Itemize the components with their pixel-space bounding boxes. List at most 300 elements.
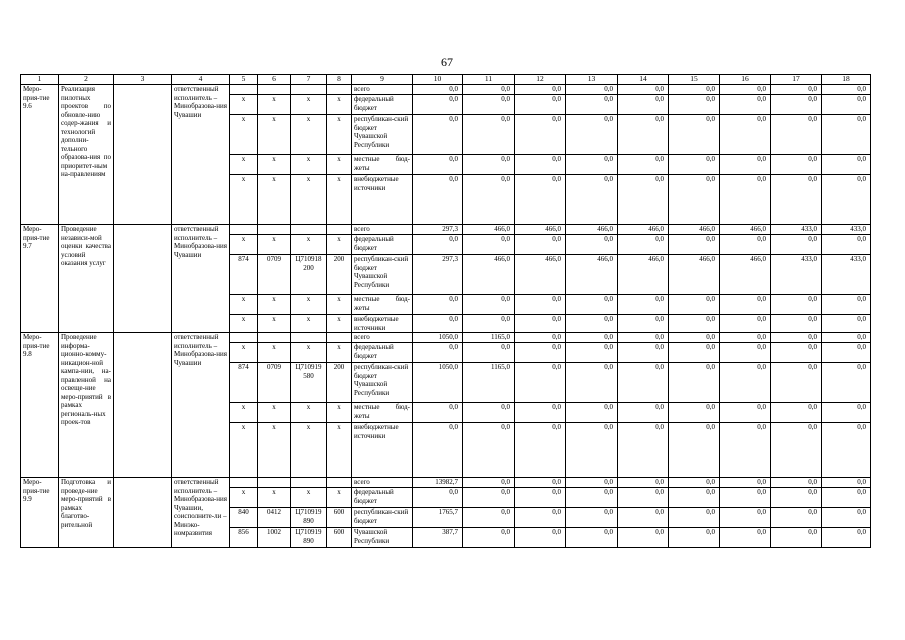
column-number-header: 5 [230,75,258,85]
table-row [21,225,871,235]
budget-code-cell [258,478,291,488]
budget-code-cell: 200 [327,255,352,295]
amount-cell: 0,0 [515,155,566,175]
amount-cell: 0,0 [566,478,618,488]
amount-cell: 0,0 [669,488,720,508]
amount-cell: 0,0 [566,363,618,403]
amount-cell: 0,0 [618,403,669,423]
executor-cell: ответственный исполнитель – Минобразова-ния Чувашии [172,85,230,225]
column-number-header: 6 [258,75,291,85]
amount-cell: 0,0 [566,175,618,225]
amount-cell: 0,0 [822,333,871,343]
amount-cell: 433,0 [822,255,871,295]
budget-code-cell: x [230,235,258,255]
amount-cell: 0,0 [566,295,618,315]
amount-cell: 0,0 [566,333,618,343]
funding-source-cell: республикан-ский бюджет Чувашской Республики [352,255,413,295]
amount-cell: 0,0 [463,343,515,363]
budget-code-cell: x [230,488,258,508]
amount-cell: 0,0 [566,528,618,548]
amount-cell: 0,0 [669,85,720,95]
amount-cell: 0,0 [822,508,871,528]
amount-cell: 0,0 [566,508,618,528]
budget-code-cell [258,333,291,343]
amount-cell: 0,0 [515,175,566,225]
budget-code-cell [258,225,291,235]
amount-cell: 0,0 [720,85,771,95]
measure-code-cell: Меро-прия-тие 9.8 [21,333,59,478]
amount-cell: 0,0 [618,95,669,115]
table-row [21,333,871,343]
amount-cell: 0,0 [771,508,822,528]
amount-cell: 0,0 [566,155,618,175]
amount-cell: 0,0 [822,528,871,548]
amount-cell: 466,0 [669,255,720,295]
budget-code-cell: x [230,403,258,423]
amount-cell: 0,0 [515,403,566,423]
budget-code-cell: 0412 [258,508,291,528]
amount-cell: 0,0 [618,528,669,548]
amount-cell: 466,0 [463,255,515,295]
amount-cell: 0,0 [720,333,771,343]
amount-cell: 0,0 [413,85,463,95]
amount-cell: 0,0 [822,155,871,175]
measure-name-cell: Проведение информа-ционно-комму-никацион-ной кампа-нии, на-правленной на освеще-ние меро-приятий в рамках региональ-ных проек-тов [59,333,114,478]
amount-cell: 0,0 [463,403,515,423]
budget-code-cell: x [327,403,352,423]
amount-cell: 0,0 [669,175,720,225]
amount-cell: 0,0 [720,363,771,403]
budget-code-cell: x [258,115,291,155]
column-number-header: 7 [291,75,327,85]
amount-cell: 0,0 [771,343,822,363]
budget-code-cell: 0709 [258,363,291,403]
amount-cell: 0,0 [566,343,618,363]
budget-code-cell: x [258,343,291,363]
budget-code-cell: x [291,315,327,333]
amount-cell: 0,0 [720,235,771,255]
amount-cell: 0,0 [566,315,618,333]
column-number-header: 10 [413,75,463,85]
budget-table [20,74,871,548]
amount-cell: 0,0 [413,488,463,508]
budget-code-cell: 200 [327,363,352,403]
funding-source-cell: федеральный бюджет [352,343,413,363]
column-number-header: 18 [822,75,871,85]
amount-cell: 0,0 [669,155,720,175]
empty-cell [114,85,172,225]
amount-cell: 0,0 [822,175,871,225]
amount-cell: 0,0 [618,85,669,95]
budget-code-cell: Ц710918 200 [291,255,327,295]
budget-code-cell: x [327,315,352,333]
budget-code-cell [327,478,352,488]
amount-cell: 0,0 [771,155,822,175]
budget-code-cell: x [327,115,352,155]
funding-source-cell: внебюджетные источники [352,175,413,225]
budget-code-cell: x [230,315,258,333]
amount-cell: 0,0 [566,85,618,95]
amount-cell: 0,0 [515,528,566,548]
amount-cell: 0,0 [515,295,566,315]
budget-code-cell: x [291,95,327,115]
amount-cell: 0,0 [771,115,822,155]
amount-cell: 0,0 [618,115,669,155]
amount-cell: 0,0 [771,95,822,115]
amount-cell: 0,0 [720,403,771,423]
amount-cell: 0,0 [822,403,871,423]
funding-source-cell: всего [352,333,413,343]
amount-cell: 1050,0 [413,333,463,343]
amount-cell: 466,0 [463,225,515,235]
amount-cell: 0,0 [771,478,822,488]
amount-cell: 0,0 [720,115,771,155]
budget-code-cell: x [258,155,291,175]
budget-code-cell [291,478,327,488]
budget-code-cell: x [291,175,327,225]
amount-cell: 0,0 [822,478,871,488]
measure-name-cell: Подготовка и проведе-ние меро-приятий в рамках благотво-рительной [59,478,114,548]
amount-cell: 0,0 [618,423,669,478]
table-row [21,85,871,95]
amount-cell: 466,0 [720,255,771,295]
budget-code-cell: 1002 [258,528,291,548]
amount-cell: 0,0 [669,315,720,333]
budget-code-cell: x [291,155,327,175]
amount-cell: 0,0 [566,95,618,115]
column-number-header: 17 [771,75,822,85]
budget-code-cell: 856 [230,528,258,548]
amount-cell: 0,0 [413,235,463,255]
amount-cell: 0,0 [720,528,771,548]
funding-source-cell: всего [352,225,413,235]
amount-cell: 0,0 [463,488,515,508]
amount-cell: 0,0 [720,488,771,508]
column-number-header: 8 [327,75,352,85]
budget-code-cell: x [291,295,327,315]
funding-source-cell: федеральный бюджет [352,235,413,255]
amount-cell: 0,0 [463,315,515,333]
budget-code-cell: 874 [230,363,258,403]
amount-cell: 0,0 [515,423,566,478]
amount-cell: 1765,7 [413,508,463,528]
amount-cell: 0,0 [618,315,669,333]
budget-code-cell: x [258,295,291,315]
amount-cell: 0,0 [515,343,566,363]
budget-code-cell [258,85,291,95]
amount-cell: 0,0 [515,333,566,343]
funding-source-cell: всего [352,85,413,95]
amount-cell: 0,0 [463,235,515,255]
funding-source-cell: Чувашской Республики [352,528,413,548]
budget-code-cell: x [291,423,327,478]
measure-code-cell: Меро-прия-тие 9.6 [21,85,59,225]
budget-code-cell: x [230,343,258,363]
budget-code-cell [327,225,352,235]
measure-name-cell: Реализация пилотных проектов по обновле-нию содер-жания и технологий дополни-тельного образова-ния по приоритет-ным на-правлениям [59,85,114,225]
amount-cell: 0,0 [669,423,720,478]
amount-cell: 0,0 [771,423,822,478]
amount-cell: 0,0 [822,95,871,115]
executor-cell: ответственный исполнитель – Минобразова-ния Чувашии [172,333,230,478]
executor-cell: ответственный исполнитель – Минобразова-ния Чувашии [172,225,230,333]
column-number-header: 13 [566,75,618,85]
budget-code-cell: x [258,488,291,508]
amount-cell: 0,0 [822,295,871,315]
funding-source-cell: федеральный бюджет [352,488,413,508]
amount-cell: 0,0 [618,235,669,255]
measure-code-cell: Меро-прия-тие 9.9 [21,478,59,548]
amount-cell: 0,0 [771,363,822,403]
budget-code-cell: x [327,235,352,255]
executor-cell: ответственный исполнитель – Минобразова-ния Чувашии, соисполните-ли – Минэко-номразвития [172,478,230,548]
budget-code-cell [327,333,352,343]
budget-code-cell: x [258,95,291,115]
budget-code-cell: x [230,423,258,478]
budget-code-cell [291,225,327,235]
budget-code-cell: x [327,95,352,115]
budget-code-cell: 600 [327,508,352,528]
amount-cell: 297,3 [413,255,463,295]
amount-cell: 0,0 [822,235,871,255]
funding-source-cell: республикан-ский бюджет [352,508,413,528]
amount-cell: 0,0 [463,528,515,548]
budget-code-cell [327,85,352,95]
funding-source-cell: местные бюд-жеты [352,295,413,315]
column-number-header: 2 [59,75,114,85]
amount-cell: 0,0 [822,115,871,155]
budget-code-cell: x [291,403,327,423]
amount-cell: 0,0 [463,295,515,315]
amount-cell: 0,0 [515,315,566,333]
amount-cell: 0,0 [822,488,871,508]
budget-code-cell: x [230,295,258,315]
amount-cell: 0,0 [771,175,822,225]
budget-code-cell: x [327,343,352,363]
budget-code-cell: x [258,423,291,478]
funding-source-cell: всего [352,478,413,488]
amount-cell: 0,0 [669,363,720,403]
amount-cell: 0,0 [413,115,463,155]
amount-cell: 0,0 [413,423,463,478]
column-number-header: 15 [669,75,720,85]
column-number-header: 14 [618,75,669,85]
amount-cell: 0,0 [720,295,771,315]
budget-code-cell: x [230,155,258,175]
page-number: 67 [441,55,453,69]
amount-cell: 0,0 [720,155,771,175]
amount-cell: 0,0 [771,403,822,423]
budget-code-cell: Ц710919 580 [291,363,327,403]
budget-code-cell: x [230,95,258,115]
amount-cell: 0,0 [463,85,515,95]
amount-cell: 466,0 [566,255,618,295]
budget-code-cell: x [327,423,352,478]
amount-cell: 0,0 [463,175,515,225]
measure-name-cell: Проведение независи-мой оценки качества условий оказания услуг [59,225,114,333]
amount-cell: 0,0 [669,508,720,528]
column-number-header: 3 [114,75,172,85]
budget-code-cell: x [327,175,352,225]
budget-code-cell: x [291,343,327,363]
empty-cell [114,478,172,548]
amount-cell: 0,0 [771,528,822,548]
amount-cell: 0,0 [566,488,618,508]
amount-cell: 0,0 [515,488,566,508]
budget-code-cell: Ц710919 890 [291,528,327,548]
amount-cell: 0,0 [771,235,822,255]
amount-cell: 0,0 [822,363,871,403]
budget-code-cell: x [327,155,352,175]
amount-cell: 1165,0 [463,363,515,403]
amount-cell: 433,0 [771,255,822,295]
amount-cell: 0,0 [771,333,822,343]
amount-cell: 0,0 [515,95,566,115]
column-number-header: 16 [720,75,771,85]
amount-cell: 0,0 [463,95,515,115]
amount-cell: 0,0 [771,85,822,95]
amount-cell: 0,0 [413,315,463,333]
amount-cell: 0,0 [413,155,463,175]
budget-code-cell: 600 [327,528,352,548]
amount-cell: 0,0 [463,155,515,175]
amount-cell: 0,0 [515,363,566,403]
budget-code-cell [230,333,258,343]
amount-cell: 0,0 [669,528,720,548]
amount-cell: 0,0 [413,403,463,423]
amount-cell: 0,0 [720,478,771,488]
budget-code-cell: x [230,175,258,225]
amount-cell: 0,0 [413,295,463,315]
amount-cell: 0,0 [515,478,566,488]
column-number-header: 1 [21,75,59,85]
budget-code-cell [291,333,327,343]
budget-code-cell [230,225,258,235]
amount-cell: 0,0 [720,508,771,528]
amount-cell: 0,0 [463,508,515,528]
amount-cell: 0,0 [463,423,515,478]
amount-cell: 0,0 [669,333,720,343]
amount-cell: 466,0 [669,225,720,235]
budget-code-cell: x [291,115,327,155]
amount-cell: 0,0 [720,175,771,225]
budget-code-cell: x [291,235,327,255]
budget-code-cell: 840 [230,508,258,528]
amount-cell: 466,0 [515,225,566,235]
measure-code-cell: Меро-прия-тие 9.7 [21,225,59,333]
funding-source-cell: внебюджетные источники [352,423,413,478]
amount-cell: 1050,0 [413,363,463,403]
amount-cell: 0,0 [720,315,771,333]
amount-cell: 0,0 [771,488,822,508]
budget-code-cell: Ц710919 890 [291,508,327,528]
amount-cell: 466,0 [566,225,618,235]
amount-cell: 0,0 [822,343,871,363]
funding-source-cell: республикан-ский бюджет Чувашской Республики [352,115,413,155]
amount-cell: 466,0 [618,255,669,295]
amount-cell: 466,0 [515,255,566,295]
amount-cell: 0,0 [618,333,669,343]
amount-cell: 0,0 [822,315,871,333]
amount-cell: 0,0 [618,175,669,225]
amount-cell: 0,0 [669,478,720,488]
amount-cell: 0,0 [463,115,515,155]
budget-code-cell: x [327,488,352,508]
amount-cell: 1165,0 [463,333,515,343]
amount-cell: 0,0 [515,85,566,95]
amount-cell: 466,0 [618,225,669,235]
amount-cell: 0,0 [566,403,618,423]
amount-cell: 0,0 [618,155,669,175]
amount-cell: 0,0 [413,175,463,225]
amount-cell: 0,0 [463,478,515,488]
budget-code-cell [291,85,327,95]
amount-cell: 466,0 [720,225,771,235]
amount-cell: 433,0 [822,225,871,235]
amount-cell: 0,0 [618,508,669,528]
amount-cell: 0,0 [618,295,669,315]
funding-source-cell: местные бюд-жеты [352,155,413,175]
budget-code-cell: x [258,235,291,255]
amount-cell: 0,0 [822,423,871,478]
amount-cell: 0,0 [566,235,618,255]
column-number-header: 4 [172,75,230,85]
column-number-header: 9 [352,75,413,85]
empty-cell [114,225,172,333]
budget-code-cell: x [327,295,352,315]
amount-cell: 0,0 [771,315,822,333]
amount-cell: 0,0 [669,343,720,363]
amount-cell: 0,0 [822,85,871,95]
amount-cell: 0,0 [669,403,720,423]
budget-code-cell: x [258,175,291,225]
empty-cell [114,333,172,478]
amount-cell: 0,0 [515,508,566,528]
funding-source-cell: республикан-ский бюджет Чувашской Республики [352,363,413,403]
amount-cell: 0,0 [669,235,720,255]
table-row [21,478,871,488]
budget-code-cell [230,478,258,488]
budget-code-cell: x [291,488,327,508]
amount-cell: 0,0 [720,343,771,363]
amount-cell: 297,3 [413,225,463,235]
amount-cell: 0,0 [618,478,669,488]
funding-source-cell: местные бюд-жеты [352,403,413,423]
amount-cell: 433,0 [771,225,822,235]
budget-code-cell [230,85,258,95]
amount-cell: 0,0 [771,295,822,315]
amount-cell: 0,0 [618,363,669,403]
funding-source-cell: федеральный бюджет [352,95,413,115]
amount-cell: 0,0 [720,423,771,478]
amount-cell: 0,0 [515,235,566,255]
amount-cell: 0,0 [413,95,463,115]
amount-cell: 0,0 [515,115,566,155]
amount-cell: 0,0 [669,95,720,115]
amount-cell: 0,0 [618,343,669,363]
amount-cell: 0,0 [720,95,771,115]
amount-cell: 0,0 [669,115,720,155]
budget-code-cell: x [230,115,258,155]
budget-code-cell: 0709 [258,255,291,295]
budget-code-cell: 874 [230,255,258,295]
budget-code-cell: x [258,403,291,423]
amount-cell: 387,7 [413,528,463,548]
amount-cell: 0,0 [566,423,618,478]
amount-cell: 13982,7 [413,478,463,488]
amount-cell: 0,0 [413,343,463,363]
amount-cell: 0,0 [618,488,669,508]
